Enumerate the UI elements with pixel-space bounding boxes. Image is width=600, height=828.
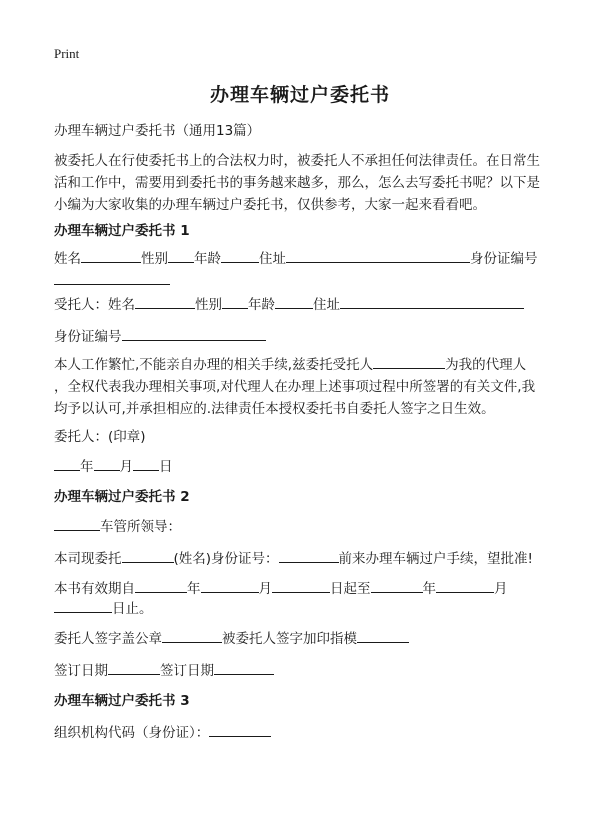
signature-row [54,628,409,650]
body-text: 本人工作繁忙,不能亲自办理的相关手续,兹委托受托人 [54,357,374,373]
trustee-label: 受托人：姓名 [54,297,135,313]
sign-date-blank-1[interactable] [108,660,160,675]
year-blank[interactable] [54,456,80,471]
intro-line-3: 小编为大家收集的办理车辆过户委托书，仅供参考，大家一起来看看吧。 [54,197,486,213]
age-label: 年龄 [194,251,221,267]
validity-text: 年 [422,581,436,597]
commission-text: 本司现委托 [54,551,122,567]
valid-year2-blank[interactable] [371,578,423,593]
sign-date-text: 签订日期 [54,663,108,679]
validity-text: 日起至 [330,581,371,597]
gender-blank[interactable] [168,248,194,263]
valid-day-blank[interactable] [272,578,330,593]
commission-text: (姓名)身份证号： [173,551,279,567]
address-blank[interactable] [286,248,470,263]
org-code-blank[interactable] [209,722,271,737]
id-blank[interactable] [54,270,170,285]
valid-year-blank[interactable] [135,578,187,593]
name-blank[interactable] [81,248,141,263]
print-link[interactable]: Print [54,46,80,61]
body-line-1 [54,354,526,376]
org-code-row [54,722,271,744]
date-row [54,456,173,478]
id-label: 身份证编号 [470,251,538,267]
page-title: 办理车辆过户委托书 [209,84,390,106]
sign-date-blank-2[interactable] [214,660,274,675]
name-label: 姓名 [54,251,81,267]
trustee-info-row [54,294,524,316]
commission-name-blank[interactable] [122,548,174,563]
validity-row [54,578,508,600]
trustee-age-blank[interactable] [275,294,313,309]
commission-row [54,548,533,570]
principal-seal: 委托人：(印章) [54,429,146,445]
age-blank[interactable] [221,248,259,263]
valid-month2-blank[interactable] [436,578,494,593]
validity-text: 月 [494,581,508,597]
principal-signature-blank[interactable] [162,628,222,643]
trustee-signature-blank[interactable] [357,628,409,643]
dept-blank[interactable] [54,516,100,531]
signature-text: 被委托人签字加印指模 [222,631,357,647]
agent-blank[interactable] [373,354,445,369]
validity-end-row [54,598,153,620]
id-blank-row [54,270,170,292]
day-label: 日 [159,459,173,475]
validity-text: 日止。 [112,601,153,617]
validity-text: 本书有效期自 [54,581,135,597]
valid-month-blank[interactable] [201,578,259,593]
trustee-gender-blank[interactable] [222,294,248,309]
address-label: 住址 [259,251,286,267]
section-heading: 办理车辆过户委托书 2 [54,489,190,505]
valid-day2-blank[interactable] [54,598,112,613]
gender-label: 性别 [141,251,168,267]
day-blank[interactable] [133,456,159,471]
trustee-gender-label: 性别 [195,297,222,313]
trustee-id-row [54,326,266,348]
intro-line-2: 活和工作中，需要用到委托书的事务越来越多，那么，怎么去写委托书呢？以下是 [54,175,540,191]
principal-info-row [54,248,538,270]
section-heading: 办理车辆过户委托书 3 [54,693,190,709]
dept-row [54,516,181,538]
org-code-label: 组织机构代码（身份证）： [54,725,210,741]
validity-text: 年 [187,581,201,597]
month-blank[interactable] [94,456,120,471]
year-label: 年 [80,459,94,475]
signature-text: 委托人签字盖公章 [54,631,162,647]
sign-date-row [54,660,274,682]
trustee-id-blank[interactable] [122,326,266,341]
commission-id-blank[interactable] [279,548,339,563]
body-line-3: 均予以认可,并承担相应的.法律责任本授权委托书自委托人签字之日生效。 [54,401,495,417]
body-line-2: ，全权代表我办理相关事项,对代理人在办理上述事项过程中所签署的有关文件,我 [54,379,536,395]
dept-label: 车管所领导： [100,519,181,535]
section-heading: 办理车辆过户委托书 1 [54,223,190,239]
validity-text: 月 [258,581,272,597]
month-label: 月 [119,459,133,475]
trustee-name-blank[interactable] [135,294,195,309]
trustee-id-label: 身份证编号 [54,329,122,345]
trustee-address-blank[interactable] [340,294,524,309]
commission-text: 前来办理车辆过户手续，望批准! [338,551,533,567]
trustee-age-label: 年龄 [248,297,275,313]
subtitle: 办理车辆过户委托书（通用13篇） [54,123,261,139]
sign-date-text: 签订日期 [160,663,214,679]
trustee-address-label: 住址 [313,297,340,313]
intro-line-1: 被委托人在行使委托书上的合法权力时，被委托人不承担任何法律责任。在日常生 [54,153,540,169]
body-text: 为我的代理人 [445,357,527,373]
